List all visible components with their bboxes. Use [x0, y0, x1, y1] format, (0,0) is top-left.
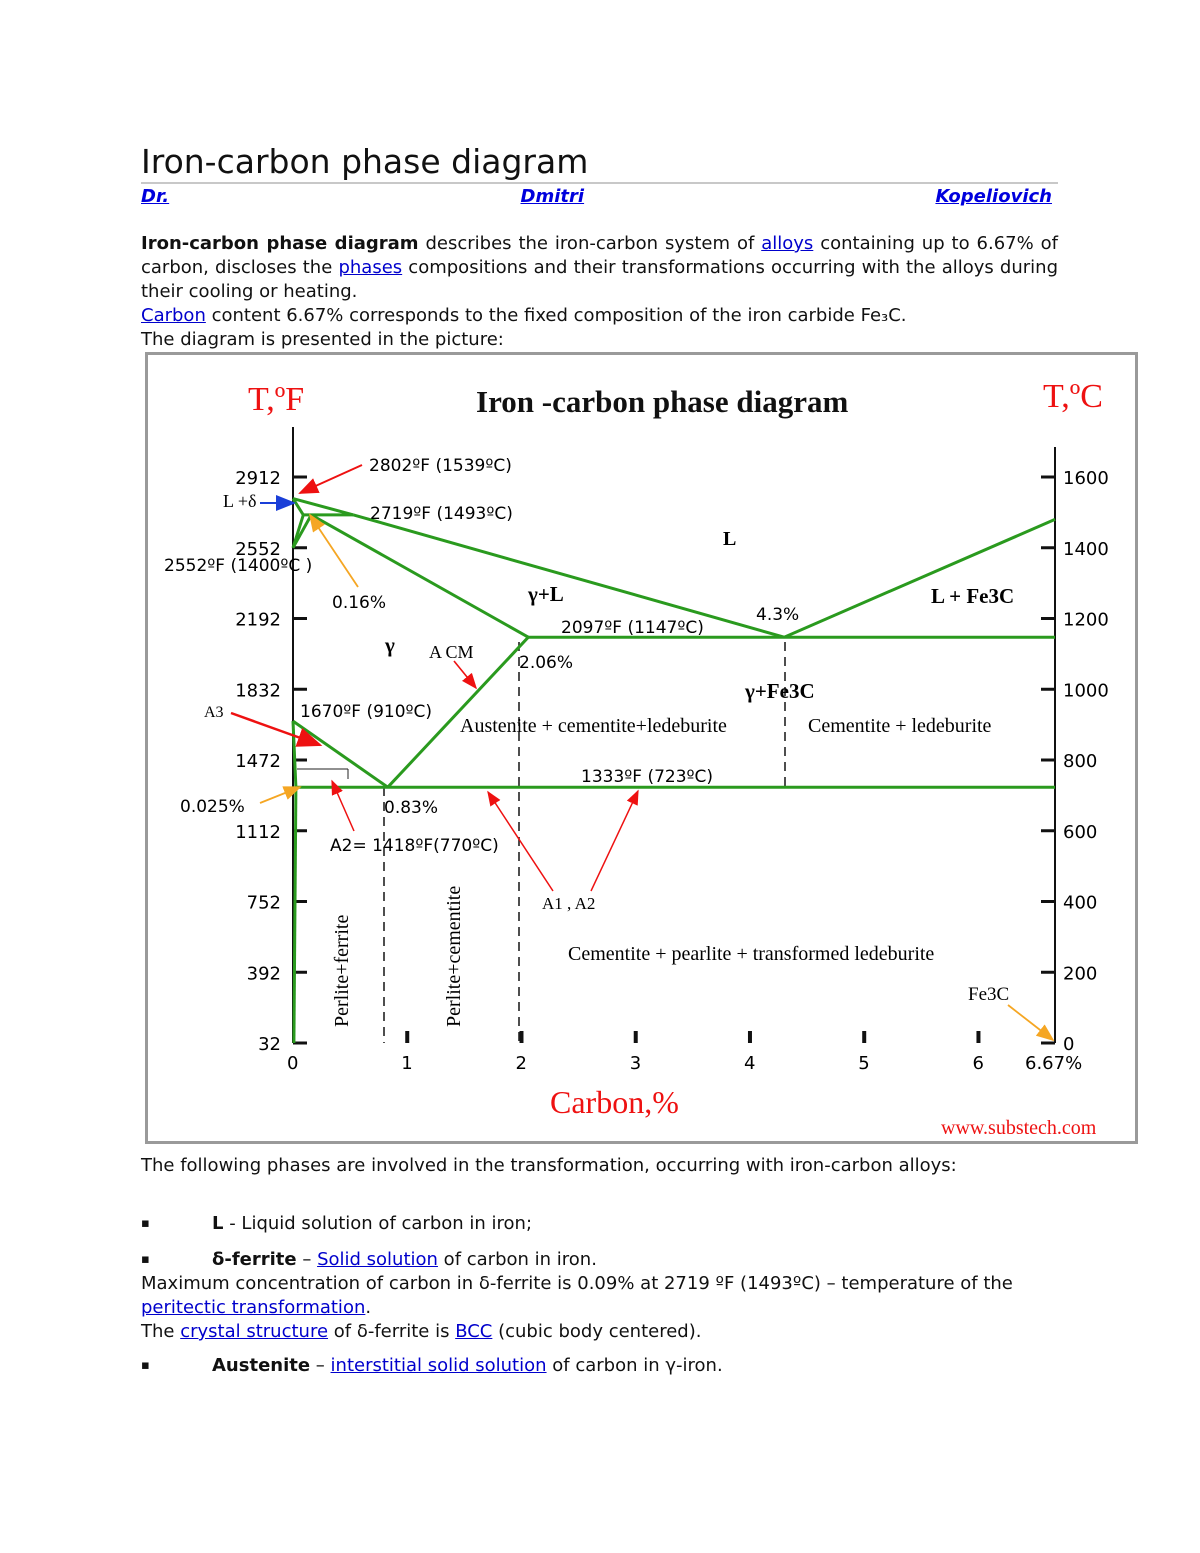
- crystal-paragraph: [141, 1320, 1058, 1344]
- crystal-structure-link[interactable]: crystal structure: [180, 1321, 329, 1342]
- arrow-a1-right: [591, 791, 638, 891]
- figure-title: Iron -carbon phase diagram: [476, 384, 849, 419]
- bullet-austenite: ▪: [141, 1358, 150, 1373]
- right-axis-ticks: [1041, 468, 1109, 1055]
- left-tick-label: 32: [258, 1034, 281, 1055]
- label-2719: 2719ºF (1493ºC): [370, 504, 513, 524]
- left-tick-label: 2912: [235, 468, 281, 489]
- curve-liquidus-fe3c: [784, 519, 1055, 637]
- intro-text-b: containing up to 6.67% of carbon, discloses the: [141, 233, 1058, 278]
- curve-solvus: [294, 787, 296, 1043]
- delta-max-paragraph: [141, 1272, 1058, 1320]
- bottom-tick-label: 4: [743, 1053, 756, 1074]
- delta-max-text-a: Maximum concentration of carbon in δ-ferrite is 0.09% at 2719 ºF (1493ºC) – temperature of the: [141, 1273, 1013, 1294]
- label-2802: 2802ºF (1539ºC): [369, 456, 512, 476]
- left-tick-label: 392: [246, 963, 281, 985]
- crystal-text-c: (cubic body centered).: [492, 1321, 702, 1342]
- unit-c-label: T,ºC: [1043, 378, 1103, 415]
- label-L-delta: L +δ: [223, 491, 257, 511]
- title-divider: [141, 182, 1058, 184]
- bullet-L: ▪: [141, 1216, 150, 1231]
- alloys-link[interactable]: alloys: [761, 233, 814, 254]
- bottom-tick-label: 2: [515, 1053, 527, 1074]
- bullet-delta: ▪: [141, 1252, 150, 1267]
- label-206: 2.06%: [519, 653, 574, 673]
- right-tick-label: 600: [1063, 821, 1098, 843]
- diagram-caption: The diagram is presented in the picture:: [141, 329, 504, 350]
- right-tick-label: 0: [1063, 1034, 1075, 1055]
- label-fe3c: Fe3C: [968, 984, 1010, 1005]
- author-first[interactable]: Dr.: [141, 186, 170, 207]
- crystal-text-b: of δ-ferrite is: [328, 1321, 456, 1342]
- label-1333: 1333ºF (723ºC): [581, 767, 714, 787]
- crystal-text-a: The: [141, 1321, 181, 1342]
- region-L-fe3c: L + Fe3C: [931, 584, 1015, 608]
- right-tick-label: 1000: [1063, 680, 1109, 702]
- label-083: 0.83%: [384, 798, 439, 818]
- intro-text-a: describes the iron-carbon system of: [418, 233, 762, 254]
- bottom-tick-label: 3: [629, 1053, 642, 1074]
- phase-austenite-item: [212, 1354, 723, 1378]
- arrow-2802: [300, 465, 362, 493]
- carbon-paragraph: [141, 304, 1058, 328]
- bottom-tick-label: 6.67%: [1025, 1053, 1083, 1074]
- phase-L-desc: - Liquid solution of carbon in iron;: [223, 1213, 533, 1234]
- left-tick-label: 1112: [235, 821, 281, 843]
- unit-f-label: T,ºF: [248, 381, 305, 418]
- label-0025: 0.025%: [180, 797, 245, 817]
- left-tick-label: 1832: [235, 680, 281, 702]
- label-a3: A3: [204, 704, 224, 721]
- label-a1a2: A1 , A2: [542, 894, 596, 913]
- right-tick-label: 800: [1063, 751, 1098, 772]
- region-perlite-cementite: Perlite+cementite: [443, 885, 465, 1027]
- label-016: 0.16%: [332, 593, 387, 613]
- phase-delta-desc: of carbon in iron.: [437, 1249, 597, 1270]
- delta-max-text-b: .: [365, 1297, 372, 1318]
- phase-austenite-name: Austenite: [212, 1355, 311, 1376]
- bcc-link[interactable]: BCC: [455, 1321, 493, 1342]
- author-middle[interactable]: Dmitri: [520, 186, 585, 207]
- peritectic-link[interactable]: peritectic transformation: [141, 1297, 366, 1318]
- bottom-axis-ticks: [287, 1031, 1082, 1074]
- arrow-acm: [454, 661, 476, 688]
- right-tick-label: 400: [1063, 892, 1098, 914]
- label-2552: 2552ºF (1400ºC ): [164, 556, 313, 576]
- carbon-text: content 6.67% corresponds to the fixed composition of the iron carbide Fe₃C.: [205, 305, 907, 326]
- left-tick-label: 2552: [235, 538, 281, 560]
- author-line[interactable]: [141, 186, 1052, 207]
- label-2097: 2097ºF (1147ºC): [561, 618, 704, 638]
- intro-bold-lead: Iron-carbon phase diagram: [141, 233, 419, 254]
- bottom-tick-label: 5: [858, 1053, 870, 1074]
- right-tick-label: 1200: [1063, 609, 1109, 631]
- phase-austenite-desc: of carbon in γ-iron.: [546, 1355, 723, 1376]
- right-tick-label: 1600: [1063, 468, 1109, 489]
- phase-delta-item: [212, 1248, 597, 1272]
- left-tick-label: 752: [246, 892, 281, 914]
- label-a2: A2= 1418ºF(770ºC): [330, 836, 499, 856]
- intro-paragraph: [141, 232, 1058, 304]
- label-1670: 1670ºF (910ºC): [300, 702, 433, 722]
- right-tick-label: 200: [1063, 963, 1098, 985]
- phase-diagram-svg: [148, 355, 1141, 1147]
- region-L: L: [723, 528, 737, 550]
- region-gamma-fe3c: γ+Fe3C: [745, 679, 815, 703]
- author-last[interactable]: Kopeliovich: [935, 186, 1052, 207]
- label-43: 4.3%: [756, 605, 800, 625]
- right-tick-label: 1400: [1063, 538, 1109, 560]
- phases-link[interactable]: phases: [338, 257, 403, 278]
- region-cem-perl-led: Cementite + pearlite + transformed ledeburite: [568, 943, 935, 965]
- phase-austenite-dash: –: [310, 1355, 331, 1376]
- arrow-016: [310, 515, 358, 587]
- watermark: www.substech.com: [941, 1117, 1097, 1139]
- phase-diagram-figure: [145, 352, 1138, 1144]
- arrow-fe3c: [1008, 1005, 1053, 1040]
- region-gamma-L: γ+L: [528, 582, 564, 606]
- solid-solution-link[interactable]: Solid solution: [317, 1249, 438, 1270]
- bottom-tick-label: 6: [972, 1053, 984, 1074]
- left-tick-label: 2192: [235, 609, 281, 631]
- phase-delta-name: δ-ferrite: [212, 1249, 297, 1270]
- phase-delta-dash: –: [296, 1249, 318, 1270]
- x-axis-label: Carbon,%: [550, 1084, 679, 1120]
- phase-L-name: L: [212, 1213, 224, 1234]
- region-acm: A CM: [429, 642, 474, 662]
- left-tick-label: 1472: [235, 751, 281, 772]
- region-perlite-ferrite: Perlite+ferrite: [331, 914, 353, 1027]
- interstitial-link[interactable]: interstitial solid solution: [330, 1355, 547, 1376]
- phases-intro: The following phases are involved in the transformation, occurring with iron-carbon alloys:: [141, 1155, 957, 1176]
- intro-text-c: compositions and their transformations occurring with the alloys during their cooling or heating.: [141, 257, 1058, 302]
- region-aus-cem-led: Austenite + cementite+ledeburite: [460, 715, 727, 737]
- carbon-link[interactable]: Carbon: [141, 305, 206, 326]
- bottom-tick-label: 0: [287, 1053, 299, 1074]
- region-gamma: γ: [385, 633, 395, 657]
- phase-L-item: [212, 1212, 532, 1236]
- page-title: Iron-carbon phase diagram: [141, 142, 589, 181]
- region-cem-led: Cementite + ledeburite: [808, 715, 992, 737]
- bottom-tick-label: 1: [401, 1053, 413, 1074]
- curve-a3: [293, 721, 388, 787]
